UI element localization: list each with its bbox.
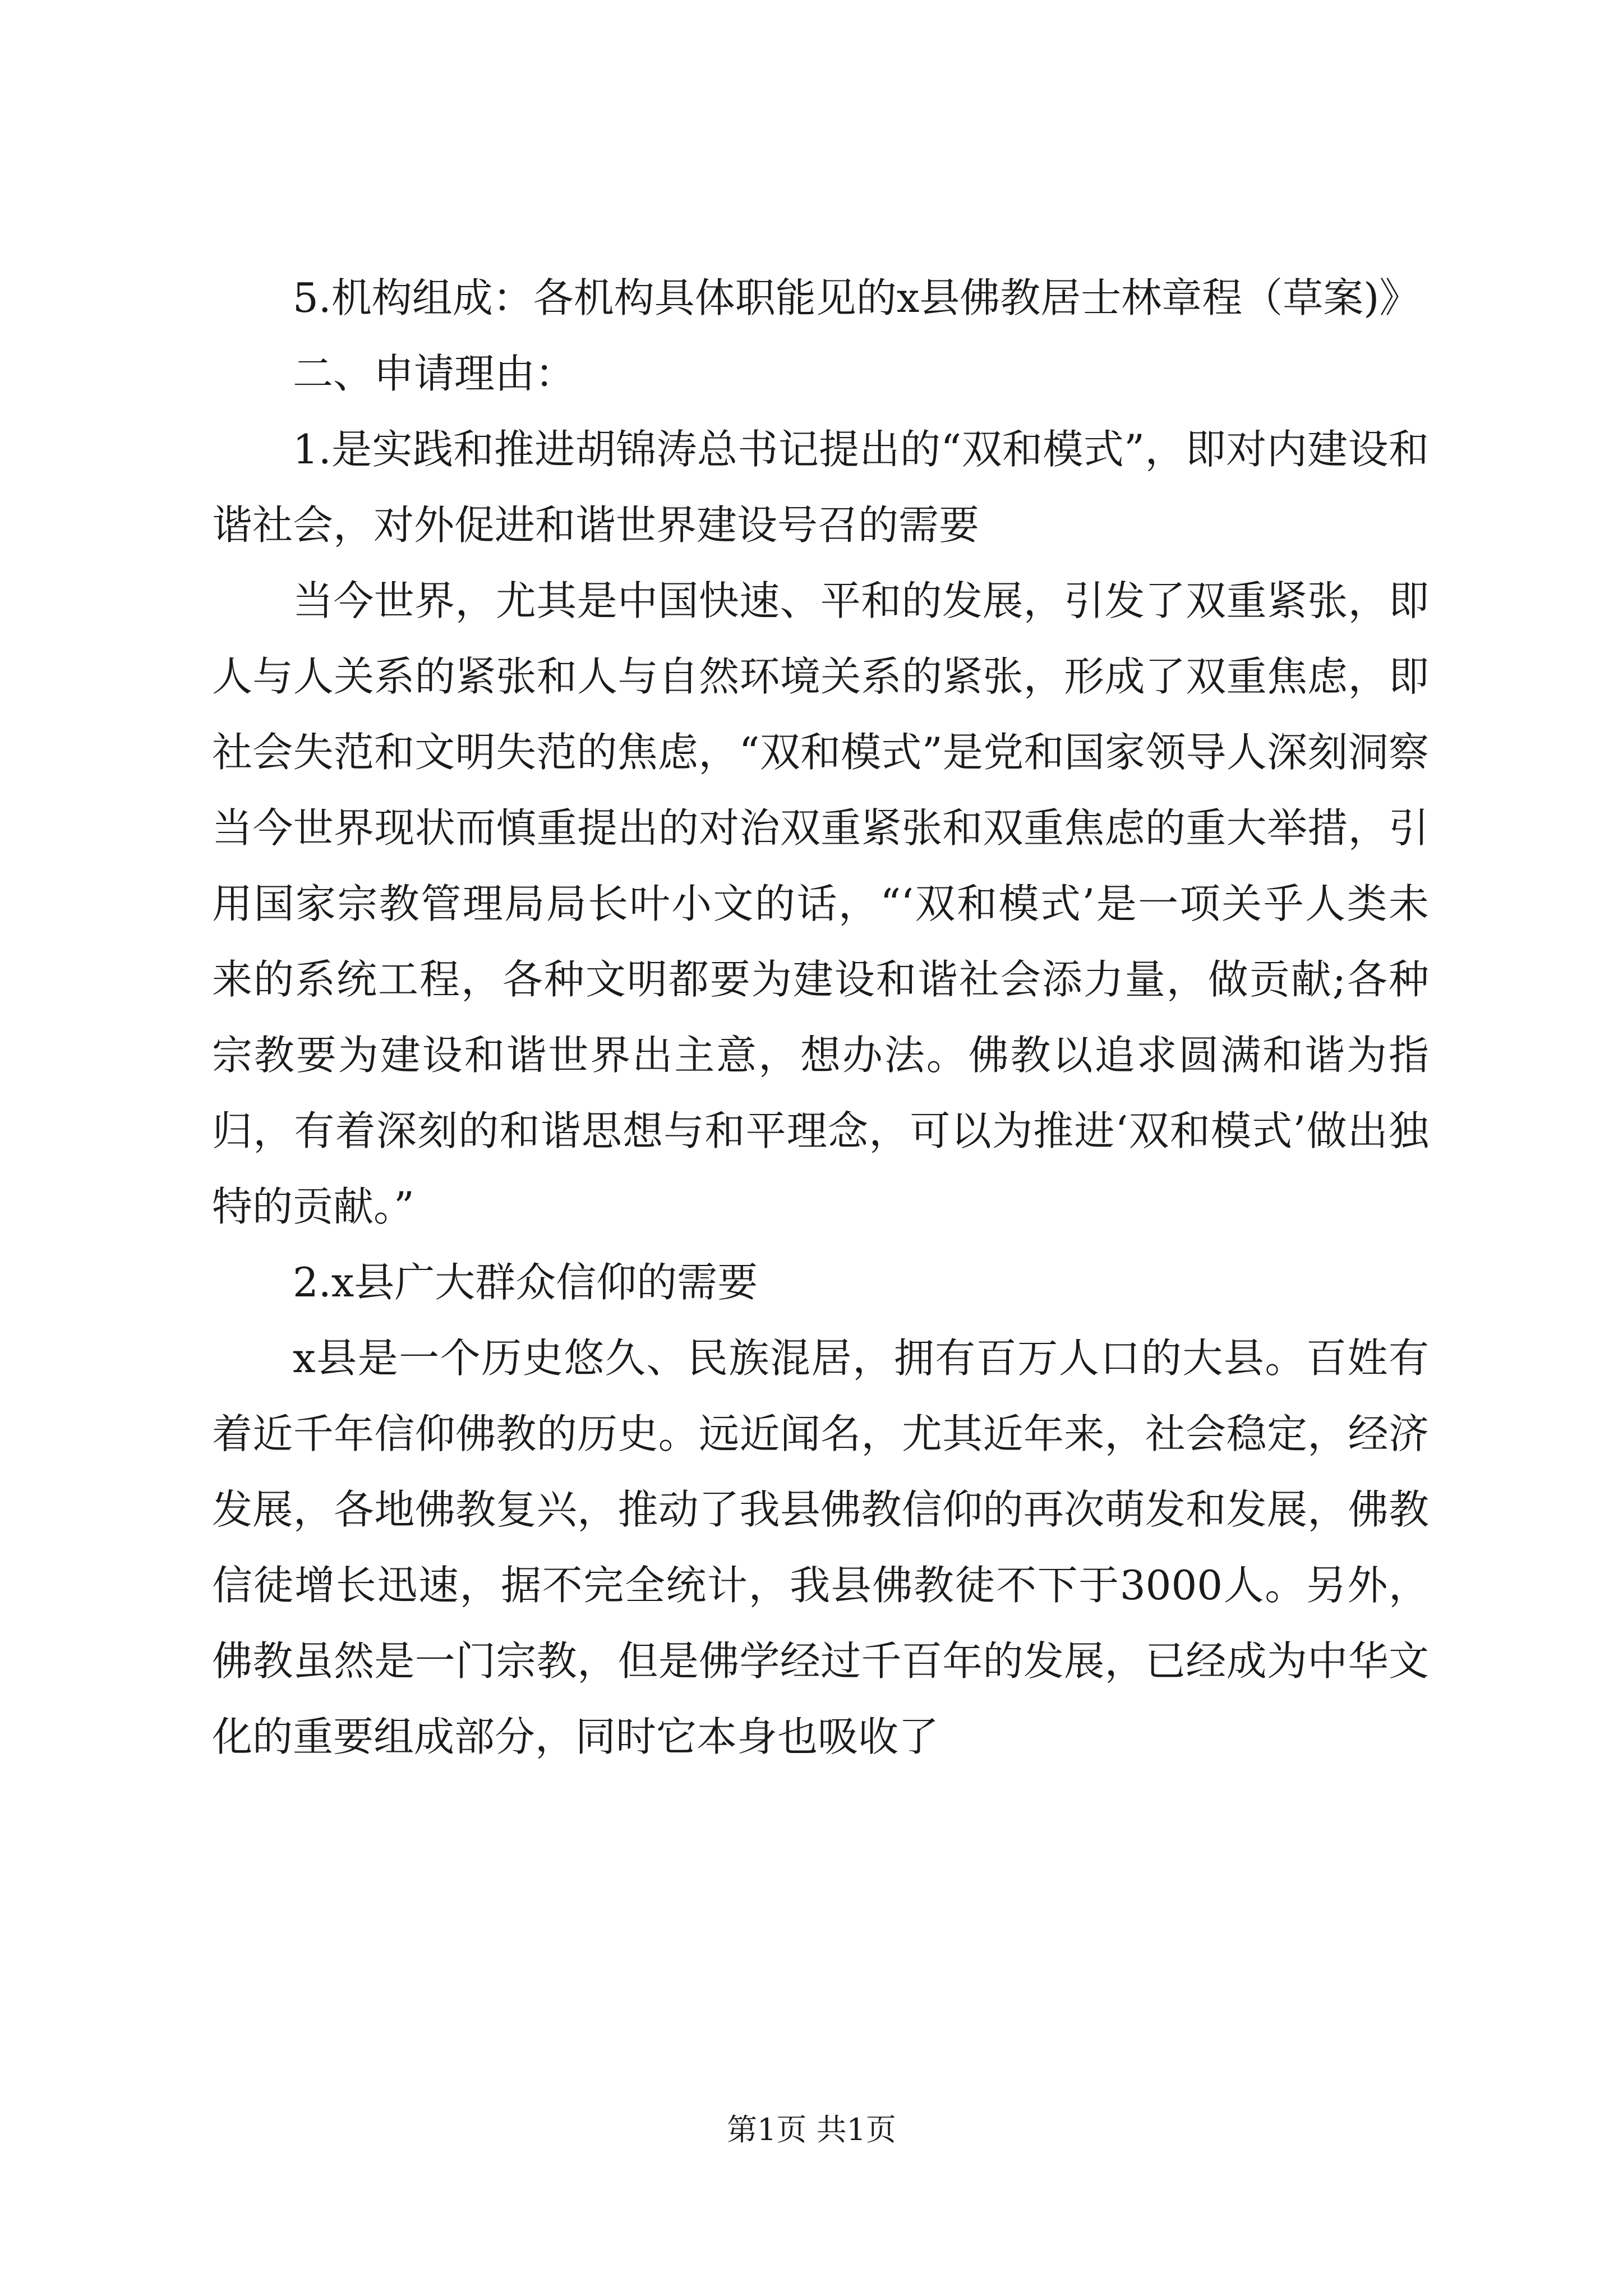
paragraph-org-structure: 5.机构组成：各机构具体职能见的x县佛教居士林章程（草案)》 xyxy=(293,274,1420,321)
paragraph-reason-1-body: 当今世界，尤其是中国快速、平和的发展，引发了双重紧张，即人与人关系的紧张和人与自然环境关系的紧张，形成了双重焦虑，即社会失范和文明失范的焦虑，“双和模式”是党和国家领导人深刻洞察当今世界现状而慎重提出的对治双重紧张和双重焦虑的重大举措，引用国家宗教管理局局长叶小文的话，“‘双和模式’是一项关乎人类未来的系统工程，各种文明都要为建设和谐社会添力量，做贡献;各种宗教要为建设和谐世界出主意，想办法。佛教以追求圆满和谐为指归，有着深刻的和谐思想与和平理念，可以为推进‘双和模式’做出独特的贡献。” xyxy=(212,577,1429,1230)
paragraph-reason-2-title: 2.x县广大群众信仰的需要 xyxy=(293,1259,758,1306)
document-body xyxy=(212,260,1429,1775)
page-footer: 第1页 共1页 xyxy=(727,2112,896,2147)
section-heading-reasons: 二、申请理由： xyxy=(293,350,576,397)
paragraph-reason-2-body: x县是一个历史悠久、民族混居，拥有百万人口的大县。百姓有着近千年信仰佛教的历史。远近闻名，尤其近年来，社会稳定，经济发展，各地佛教复兴，推动了我县佛教信仰的再次萌发和发展，佛教信徒增长迅速，据不完全统计，我县佛教徒不下于3000人。另外，佛教虽然是一门宗教，但是佛学经过千百年的发展，已经成为中华文化的重要组成部分，同时它本身也吸收了 xyxy=(212,1335,1429,1760)
paragraph-reason-1-title: 1.是实践和推进胡锦涛总书记提出的“双和模式”，即对内建设和谐社会，对外促进和谐世界建设号召的需要 xyxy=(212,426,1429,549)
